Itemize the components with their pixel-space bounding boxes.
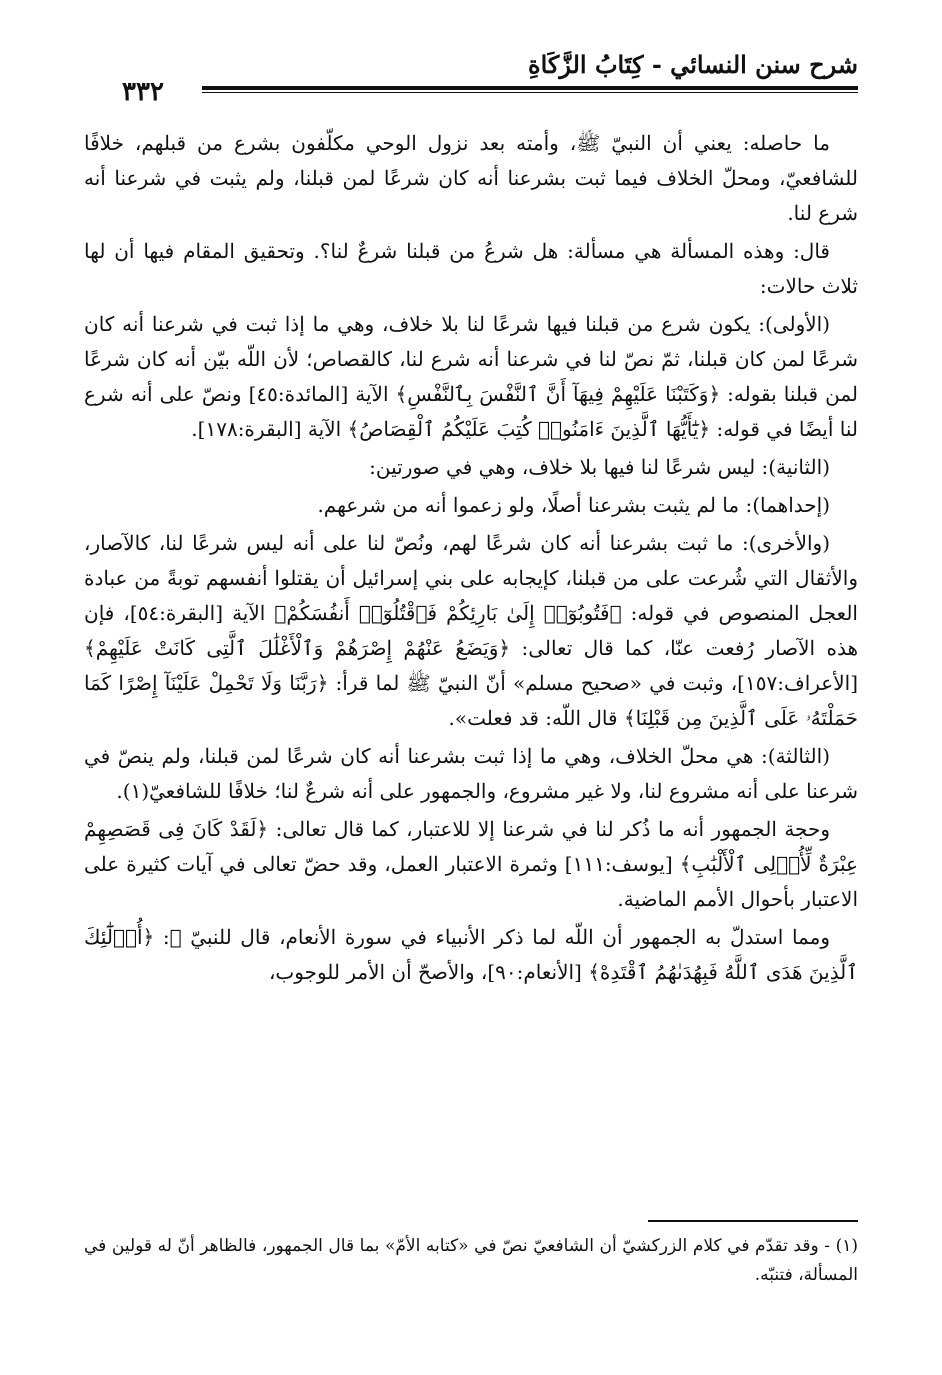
running-title: شرح سنن النسائي - كِتَابُ الزَّكَاةِ (528, 50, 858, 79)
paragraph-3: (الأولى): يكون شرع من قبلنا فيها شرعًا لنا بلا خلاف، وهي ما إذا ثبت في شرعنا أنه كان شرعًا لمن كان قبلنا، ثمّ نصّ لنا في شرعنا أنه شرع لنا، كالقصاص؛ لأن اللّه بيّن أنه كان شرعًا لمن قبلنا بقوله: ﴿وَكَتَبْنَا عَلَيْهِمْ فِيهَآ أَنَّ ٱلنَّفْسَ بِٱلنَّفْسِ﴾ الآية [المائدة:٤٥] ونصّ على أنه شرع لنا أيضًا في قوله: ﴿يَٰٓأَيُّهَا ٱلَّذِينَ ءَامَنُوا۟ كُتِبَ عَلَيْكُمُ ٱلْقِصَاصُ﴾ الآية [البقرة:١٧٨]. (84, 312, 858, 441)
main-text (84, 126, 858, 993)
page-number-box (84, 77, 202, 107)
paragraph-5: (إحداهما): ما لم يثبت بشرعنا أصلًا، ولو زعموا أنه من شرعهم. (317, 493, 830, 517)
page-number: ٣٣٢ (122, 77, 164, 107)
footnote: (١) - وقد تقدّم في كلام الزركشيّ أن الشافعيّ نصّ في «كتابه الأمّ» بما قال الجمهور، فالظاهر أنّ له قولين في المسألة، فتنبّه. (84, 1236, 858, 1285)
footnote-separator (648, 1220, 858, 1222)
paragraph-8: وحجة الجمهور أنه ما ذُكر لنا في شرعنا إلا للاعتبار، كما قال تعالى: ﴿لَقَدْ كَانَ فِى قَصَصِهِمْ عِبْرَةٌ لِّأُو۟لِى ٱلْأَلْبَٰبِ﴾ [يوسف:١١١] وثمرة الاعتبار العمل، وقد حضّ تعالى في آيات كثيرة على الاعتبار بأحوال الأمم الماضية. (84, 817, 858, 911)
paragraph-6: (والأخرى): ما ثبت بشرعنا أنه كان شرعًا لهم، ونُصّ لنا على أنه ليس شرعًا لنا، كالآصار، والأثقال التي شُرعت على من قبلنا، كإيجابه على بني إسرائيل أن يقتلوا أنفسهم توبةً من عبادة العجل المنصوص في قوله: ﴿فَتُوبُوٓا۟ إِلَىٰ بَارِئِكُمْ فَٱقْتُلُوٓا۟ أَنفُسَكُمْ﴾ الآية [البقرة:٥٤]، فإن هذه الآصار رُفعت عنّا، كما قال تعالى: ﴿وَيَضَعُ عَنْهُمْ إِصْرَهُمْ وَٱلْأَغْلَٰلَ ٱلَّتِى كَانَتْ عَلَيْهِمْ﴾ [الأعراف:١٥٧]، وثبت في «صحيح مسلم» أنّ النبيّ ﷺ لما قرأ: ﴿رَبَّنَا وَلَا تَحْمِلْ عَلَيْنَآ إِصْرًا كَمَا حَمَلْتَهُۥ عَلَى ٱلَّذِينَ مِن قَبْلِنَا﴾ قال اللّه: قد فعلت». (84, 531, 858, 730)
paragraph-1: ما حاصله: يعني أن النبيّ ﷺ، وأمته بعد نزول الوحي مكلّفون بشرع من قبلهم، خلافًا للشافعيّ، ومحلّ الخلاف فيما ثبت بشرعنا أنه كان شرعًا لمن قبلنا، ولم يثبت في شرعنا أنه شرع لنا. (84, 131, 858, 225)
paragraph-2: قال: وهذه المسألة هي مسألة: هل شرعُ من قبلنا شرعٌ لنا؟. وتحقيق المقام فيها أن لها ثلاث حالات: (84, 239, 858, 298)
paragraph-4: (الثانية): ليس شرعًا لنا فيها بلا خلاف، وهي في صورتين: (369, 455, 830, 479)
paragraph-9: ومما استدلّ به الجمهور أن اللّه لما ذكر الأنبياء في سورة الأنعام، قال للنبيّ ﷺ: ﴿أُو۟لَٰٓئِكَ ٱلَّذِينَ هَدَى ٱللَّهُ فَبِهُدَىٰهُمُ ٱقْتَدِهْ﴾ [الأنعام:٩٠]، والأصحّ أن الأمر للوجوب، (84, 925, 858, 984)
paragraph-7: (الثالثة): هي محلّ الخلاف، وهي ما إذا ثبت بشرعنا أنه كان شرعًا لمن قبلنا، ولم ينصّ في شرعنا على أنه مشروع لنا، ولا غير مشروع، والجمهور على أنه شرعٌ لنا؛ خلافًا للشافعيّ(١). (84, 744, 858, 803)
